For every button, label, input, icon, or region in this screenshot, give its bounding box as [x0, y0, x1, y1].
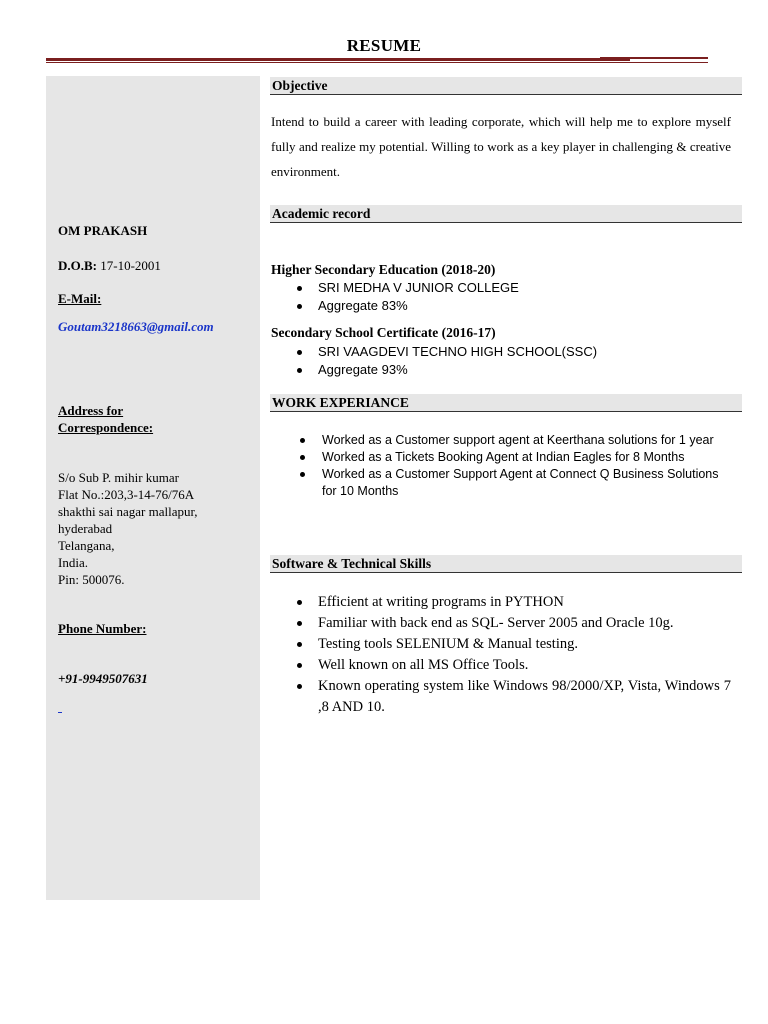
address-line: Flat No.:203,3-14-76/76A	[58, 487, 195, 502]
page-title: RESUME	[346, 36, 422, 55]
objective-heading: Objective	[270, 77, 742, 95]
skills-heading: Software & Technical Skills	[270, 555, 742, 573]
title-rule-accent	[600, 57, 708, 59]
candidate-name: OM PRAKASH	[58, 223, 148, 238]
academic-entry-title: Higher Secondary Education (2018-20)	[271, 262, 496, 277]
academic-entry-list	[318, 279, 519, 315]
list-item: Aggregate 93%	[318, 361, 597, 379]
email-link[interactable]: Goutam3218663@gmail.com	[58, 319, 214, 334]
work-list	[322, 432, 732, 500]
address-line: India.	[58, 555, 88, 570]
objective-text: Intend to build a career with leading corporate, which will help me to explore myself fully and realize my potential. Willing to work as a key player in challenging & creative environment.	[271, 114, 731, 179]
address-block	[58, 469, 254, 588]
empty-link-marker	[58, 702, 62, 713]
academic-entry-title: Secondary School Certificate (2016-17)	[271, 325, 496, 340]
list-item: Aggregate 83%	[318, 297, 519, 315]
list-item: Efficient at writing programs in PYTHON	[318, 592, 731, 613]
list-item: Worked as a Tickets Booking Agent at Indian Eagles for 8 Months	[322, 449, 732, 466]
address-label-line1: Address for	[58, 403, 124, 418]
academic-heading: Academic record	[270, 205, 742, 223]
address-line: shakthi sai nagar mallapur,	[58, 504, 198, 519]
address-line: S/o Sub P. mihir kumar	[58, 470, 179, 485]
title-rule	[46, 58, 630, 61]
list-item: SRI VAAGDEVI TECHNO HIGH SCHOOL(SSC)	[318, 344, 598, 359]
address-label-line2: Correspondence:	[58, 420, 154, 435]
list-item: Testing tools SELENIUM & Manual testing.	[318, 634, 731, 655]
address-line: hyderabad	[58, 521, 113, 536]
skills-list	[318, 592, 731, 718]
dob	[58, 257, 161, 274]
address-line: Telangana,	[58, 538, 115, 553]
list-item: Well known on all MS Office Tools.	[318, 655, 731, 676]
email-label: E-Mail:	[58, 291, 102, 306]
address-label	[58, 402, 153, 436]
list-item: SRI MEDHA V JUNIOR COLLEGE	[318, 280, 519, 295]
academic-entry-list	[318, 343, 597, 379]
dob-value: 17-10-2001	[100, 258, 161, 273]
work-heading: WORK EXPERIANCE	[270, 394, 742, 412]
dob-label: D.O.B:	[58, 258, 97, 273]
list-item: Worked as a Customer support agent at Keerthana solutions for 1 year	[322, 432, 732, 449]
address-line: Pin: 500076.	[58, 572, 125, 587]
phone-number: +91-9949507631	[58, 671, 148, 686]
list-item: Familiar with back end as SQL- Server 2005 and Oracle 10g.	[318, 613, 731, 634]
list-item: Known operating system like Windows 98/2000/XP, Vista, Windows 7 ,8 AND 10.	[318, 676, 731, 718]
title-rule-thin	[46, 62, 708, 63]
list-item: Worked as a Customer Support Agent at Connect Q Business Solutions for 10 Months	[322, 466, 732, 500]
phone-label: Phone Number:	[58, 621, 147, 636]
